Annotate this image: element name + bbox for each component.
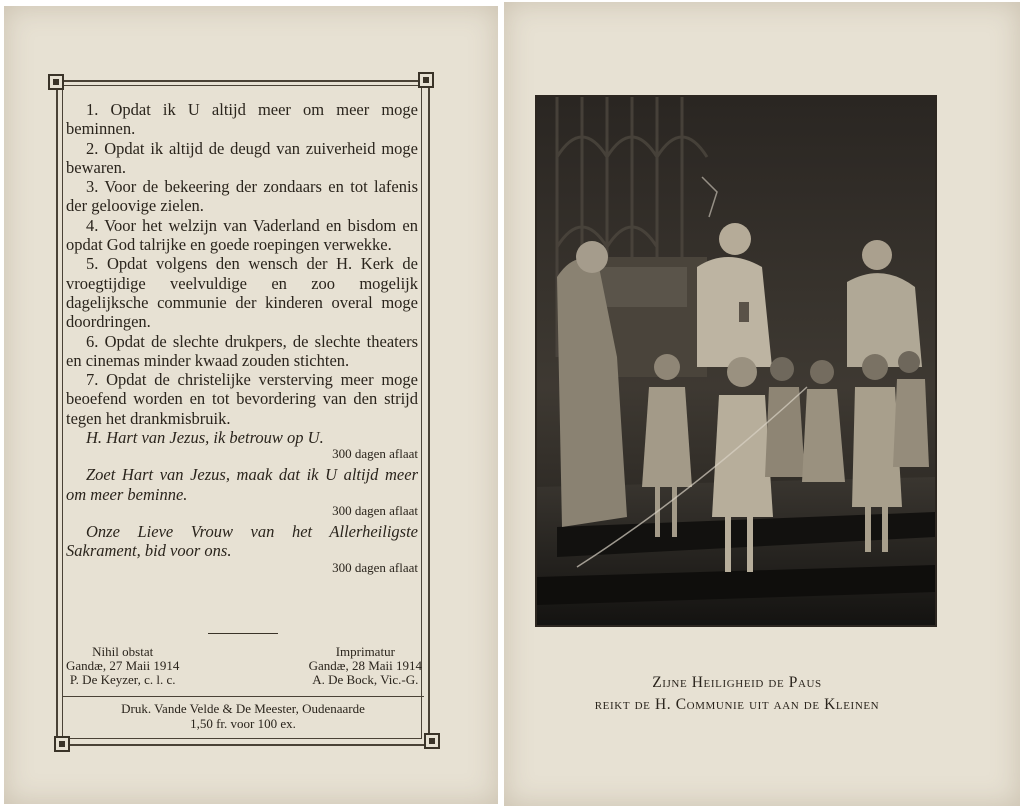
intention-7: 7. Opdat de christelijke versterving meer moge beoefend worden en tot bevordering van den strijd tegen het drankmisbruik. — [66, 370, 418, 428]
indulgence-2: 300 dagen aflaat — [332, 502, 418, 518]
nihil-obstat-name: P. De Keyzer, c. l. c. — [69, 672, 176, 687]
printer-price: 1,50 fr. voor 100 ex. — [190, 716, 296, 731]
printer-info — [62, 701, 424, 731]
caption-line-2: reikt de H. Communie uit aan de Kleinen — [594, 696, 880, 713]
printer-divider — [62, 696, 424, 697]
approvals — [66, 645, 422, 687]
frame-corner-ornament-icon — [424, 733, 440, 749]
frame-corner-ornament-icon — [418, 72, 434, 88]
intention-2: 2. Opdat ik altijd de deugd van zuiverheid moge bewaren. — [66, 138, 418, 177]
prayer-2: Zoet Hart van Jezus, maak dat ik U altijd meer om meer beminne. — [66, 465, 418, 504]
frame-corner-ornament-icon — [54, 736, 70, 752]
frame-corner-ornament-icon — [48, 74, 64, 90]
prayer-1: H. Hart van Jezus, ik betrouw op U. — [86, 428, 324, 448]
imprimatur-name: A. De Bock, Vic.-G. — [312, 672, 419, 687]
communion-illustration — [535, 95, 937, 627]
intention-4: 4. Voor het welzijn van Vaderland en bisdom en opdat God talrijke en goede roepingen verwekke. — [66, 215, 418, 255]
divider-rule — [208, 633, 278, 634]
illustration-caption — [514, 672, 960, 716]
caption-line-1: Zijne Heiligheid de Paus — [652, 674, 822, 691]
nihil-obstat — [66, 645, 179, 687]
intention-1: 1. Opdat ik U altijd meer om meer moge beminnen. — [66, 100, 418, 139]
imprimatur — [309, 645, 422, 687]
illustration-drawing — [537, 97, 935, 625]
intention-3: 3. Voor de bekeering der zondaars en tot lafenis der geloovige zielen. — [66, 177, 418, 216]
printer-name: Druk. Vande Velde & De Meester, Oudenaarde — [121, 701, 365, 716]
nihil-obstat-title: Nihil obstat — [92, 644, 154, 659]
intentions-text — [66, 100, 418, 579]
intention-6: 6. Opdat de slechte drukpers, de slechte theaters en cinemas minder kwaad zouden stichten. — [66, 331, 418, 370]
imprimatur-title: Imprimatur — [335, 644, 395, 659]
prayer-3: Onze Lieve Vrouw van het Allerheiligste Sakrament, bid voor ons. — [66, 521, 418, 561]
intention-5: 5. Opdat volgens den wensch der H. Kerk de vroegtijdige veelvuldige en zoo mogelijk dagelijksche communie der kinderen overal moge doordringen. — [66, 254, 418, 332]
imprimatur-date: Gandæ, 28 Maii 1914 — [308, 658, 422, 673]
indulgence-3: 300 dagen aflaat — [332, 559, 418, 575]
nihil-obstat-date: Gandæ, 27 Maii 1914 — [66, 658, 180, 673]
indulgence-1: 300 dagen aflaat — [332, 446, 418, 462]
